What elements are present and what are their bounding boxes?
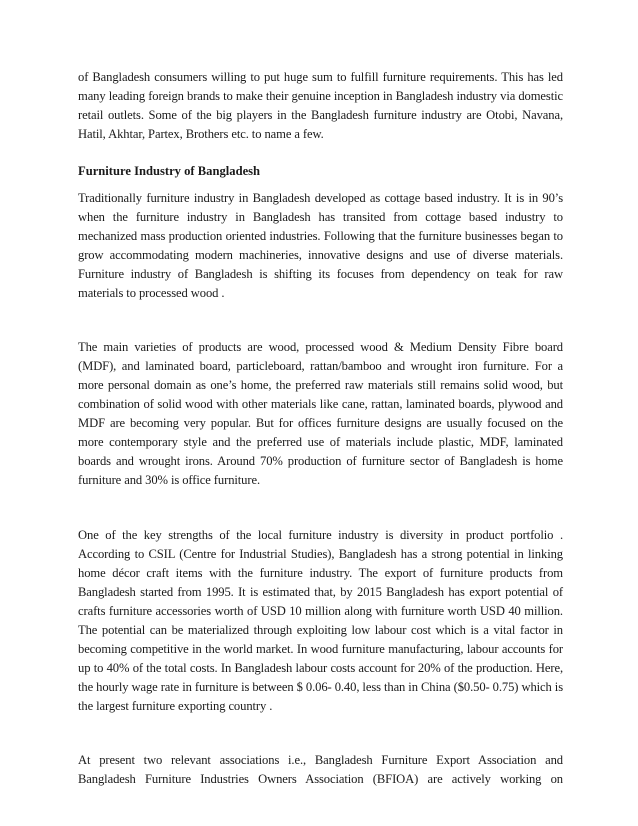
paragraph-history: Traditionally furniture industry in Bangladesh developed as cottage based industry. It is in 90’s when the furniture industry in Bangladesh has transited from cottage based industry to mechanized mass production oriented industries. Following that the furniture businesses began to grow accommodating modern machineries, innovative designs and use of diverse materials. Furniture industry of Bangladesh is shifting its focuses from dependency on teak for raw materials to processed wood . — [78, 191, 563, 300]
section-heading: Furniture Industry of Bangladesh — [78, 164, 261, 178]
paragraph-associations: At present two relevant associations i.e., Bangladesh Furniture Export Association and Bangladesh Furniture Industries Owners Association (BFIOA) are actively working on — [78, 753, 563, 786]
document-page — [78, 68, 563, 789]
paragraph-products: The main varieties of products are wood, processed wood & Medium Density Fibre board (MDF), and laminated board, particleboard, rattan/bamboo and wrought iron furniture. For a more personal domain as one’s home, the preferred raw materials still remains solid wood, but combination of solid wood with other materials like cane, rattan, laminated boards, plywood and MDF are becoming very popular. But for offices furniture designs are usually focused on the more contemporary style and the preferred use of materials include plastic, MDF, laminated boards and wrought irons. Around 70% production of furniture sector of Bangladesh is home furniture and 30% is office furniture. — [78, 340, 563, 487]
paragraph-intro: of Bangladesh consumers willing to put huge sum to fulfill furniture requirements. This has led many leading foreign brands to make their genuine inception in Bangladesh industry via domestic retail outlets. Some of the big players in the Bangladesh furniture industry are Otobi, Navana, Hatil, Akhtar, Partex, Brothers etc. to name a few. — [78, 70, 563, 141]
paragraph-strengths: One of the key strengths of the local furniture industry is diversity in product portfolio . According to CSIL (Centre for Industrial Studies), Bangladesh has a strong potential in linking home décor craft items with the furniture industry. The export of furniture products from Bangladesh started from 1995. It is estimated that, by 2015 Bangladesh has export potential of crafts furniture accessories worth of USD 10 million along with furniture worth USD 40 million. The potential can be materialized through exploiting low labour cost which is a vital factor in becoming competitive in the world market. In wood furniture manufacturing, labour accounts for up to 40% of the total costs. In Bangladesh labour costs account for 20% of the production. Here, the hourly wage rate in furniture is between $ 0.06- 0.40, less than in China ($0.50- 0.75) which is the largest furniture exporting country . — [78, 528, 563, 713]
